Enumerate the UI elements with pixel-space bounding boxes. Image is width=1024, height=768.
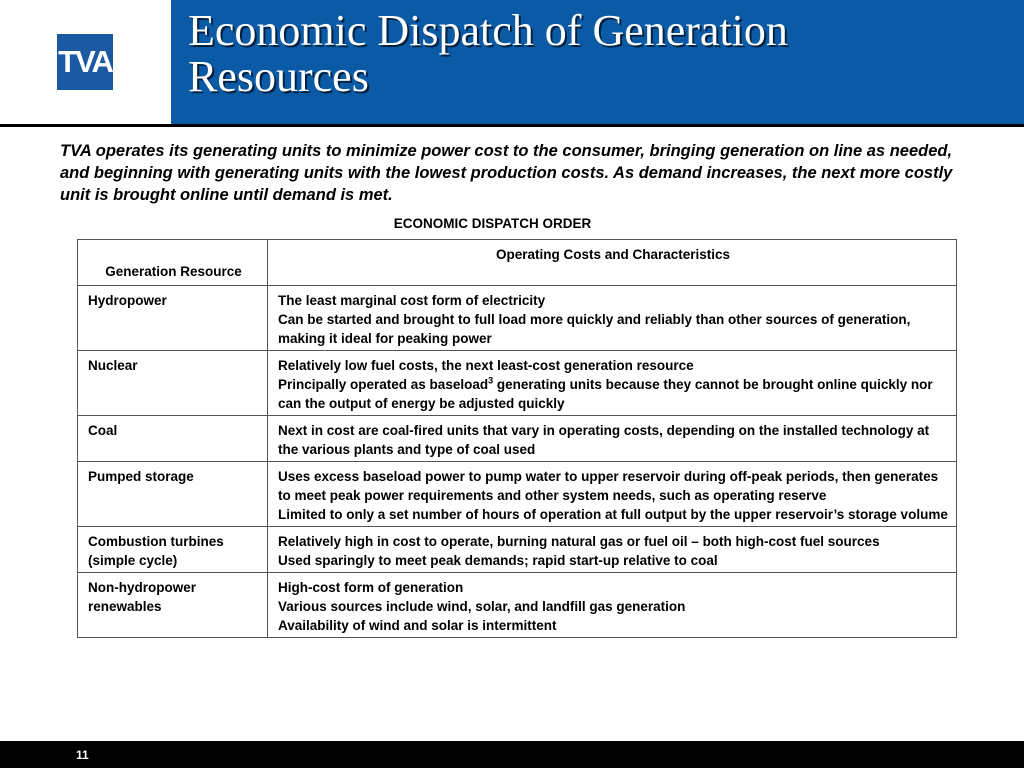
characteristic-line: Next in cost are coal-fired units that vary in operating costs, depending on the installed technology at the various plants and type of coal used [278,423,930,457]
header-generation-resource: Generation Resource [78,240,268,286]
baseload-text: Principally operated as baseload [278,377,489,392]
resource-cell: Pumped storage [78,462,268,527]
logo-area [0,0,168,124]
tva-logo: TVA [57,34,113,90]
intro-paragraph: TVA operates its generating units to minimize power cost to the consumer, bringing generation on line as needed, and beginning with generating units with the lowest production costs. As demand increases, the next more costly unit is brought online until demand is met. [60,142,953,204]
characteristic-line: Uses excess baseload power to pump water to upper reservoir during off-peak periods, then generates to meet peak power requirements and other system needs, such as operating reserve [278,469,939,503]
characteristics-cell [268,527,957,573]
table-row [78,573,957,638]
characteristic-line: Can be started and brought to full load more quickly and reliably than other sources of generation, making it ideal for peaking power [278,312,911,346]
header-operating-costs: Operating Costs and Characteristics [268,240,957,286]
resource-cell: Combustion turbines (simple cycle) [78,527,268,573]
characteristics-cell [268,286,957,351]
resource-cell: Hydropower [78,286,268,351]
baseload-text-continued: generating units because they cannot be brought online quickly nor can the output of energy be adjusted quickly [278,377,933,411]
characteristics-cell [268,416,957,462]
table-row [78,527,957,573]
table-caption: ECONOMIC DISPATCH ORDER [393,216,592,231]
resource-cell: Coal [78,416,268,462]
characteristic-line: Various sources include wind, solar, and landfill gas generation [278,599,686,614]
characteristic-line: Limited to only a set number of hours of operation at full output by the upper reservoir’s storage volume [278,507,948,522]
characteristics-cell [268,573,957,638]
table-header-row [78,240,957,286]
characteristic-line: The least marginal cost form of electricity [278,293,546,308]
characteristic-line [278,375,948,413]
footnote-marker: 3 [488,375,494,386]
table-row [78,286,957,351]
page-title [188,8,788,100]
dispatch-table [77,239,957,638]
table-row [78,416,957,462]
title-line-1: Economic Dispatch of Generation [188,6,788,55]
characteristic-line: High-cost form of generation [278,580,464,595]
page-number: 11 [76,748,89,762]
title-bar [171,0,1024,124]
title-divider [0,124,1024,127]
characteristics-cell [268,351,957,416]
characteristic-line: Relatively low fuel costs, the next least-cost generation resource [278,358,694,373]
table-row [78,462,957,527]
characteristic-line: Used sparingly to meet peak demands; rapid start-up relative to coal [278,553,718,568]
resource-cell: Non-hydropower renewables [78,573,268,638]
footer-bar [0,741,1024,768]
resource-cell: Nuclear [78,351,268,416]
title-line-2: Resources [188,52,369,101]
characteristic-line: Relatively high in cost to operate, burning natural gas or fuel oil – both high-cost fuel sources [278,534,880,549]
characteristic-line: Availability of wind and solar is intermittent [278,618,557,633]
table-row [78,351,957,416]
characteristics-cell [268,462,957,527]
